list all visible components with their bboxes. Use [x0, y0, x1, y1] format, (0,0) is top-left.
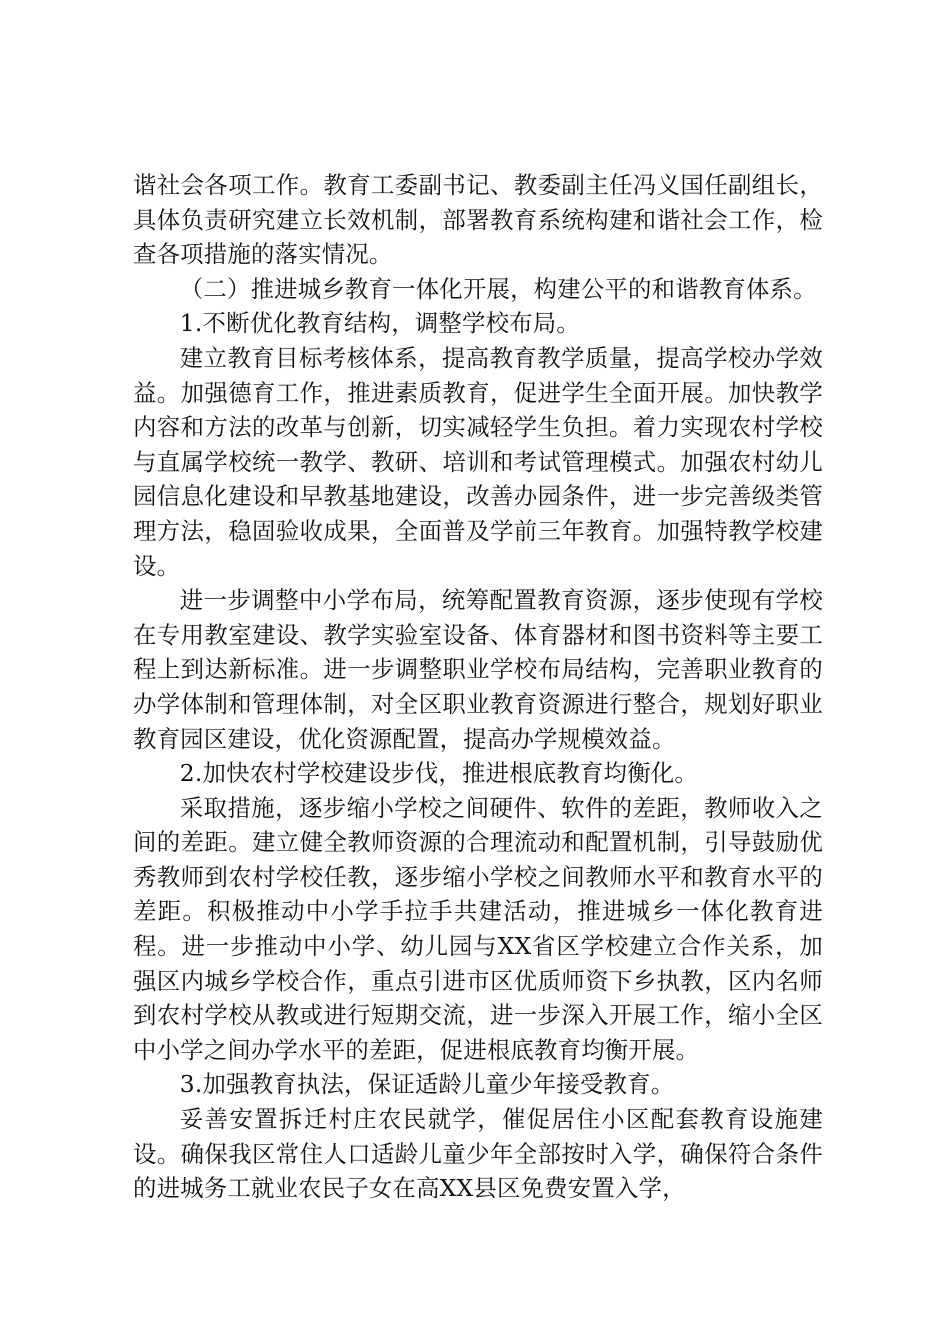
paragraph: 采取措施，逐步缩小学校之间硬件、软件的差距，教师收入之间的差距。建立健全教师资源的合理流动和配置机制，引导鼓励优秀教师到农村学校任教，逐步缩小学校之间教师水平和教育水平的差距。积极推动中小学手拉手共建活动，推进城乡一体化教育进程。进一步推动中小学、幼儿园与XX省区学校建立合作关系，加强区内城乡学校合作，重点引进市区优质师资下乡执教，区内名师到农村学校从教或进行短期交流，进一步深入开展工作，缩小全区中小学之间办学水平的差距，促进根底教育均衡开展。 [133, 793, 823, 1064]
paragraph: 进一步调整中小学布局，统筹配置教育资源，逐步使现有学校在专用教室建设、教学实验室设备、体育器材和图书资料等主要工程上到达新标准。进一步调整职业学校布局结构，完善职业教育的办学体制和管理体制，对全区职业教育资源进行整合，规划好职业教育园区建设，优化资源配置，提高办学规模效益。 [133, 586, 823, 753]
subheading-3: 3.加强教育执法，保证适龄儿童少年接受教育。 [179, 1070, 675, 1099]
section-heading: （二）推进城乡教育一体化开展，构建公平的和谐教育体系。 [179, 274, 817, 303]
paragraph: 妥善安置拆迁村庄农民就学，催促居住小区配套教育设施建设。确保我区常住人口适龄儿童少年全部按时入学，确保符合条件的进城务工就业农民子女在高XX县区免费安置入学， [133, 1105, 823, 1203]
paragraph: 建立教育目标考核体系，提高教育教学质量，提高学校办学效益。加强德育工作，推进素质教育，促进学生全面开展。加快教学内容和方法的改革与创新，切实减轻学生负担。着力实现农村学校与直属学校统一教学、教研、培训和考试管理模式。加强农村幼儿园信息化建设和早教基地建设，改善办园条件，进一步完善级类管理方法，稳固验收成果，全面普及学前三年教育。加强特教学校建设。 [133, 343, 823, 580]
subheading-2: 2.加快农村学校建设步伐，推进根底教育均衡化。 [179, 759, 698, 788]
paragraph-continuation: 谐社会各项工作。教育工委副书记、教委副主任冯义国任副组长，具体负责研究建立长效机制，部署教育系统构建和谐社会工作，检查各项措施的落实情况。 [133, 171, 823, 269]
document-body [133, 168, 823, 1206]
subheading-1: 1.不断优化教育结构，调整学校布局。 [179, 309, 580, 338]
